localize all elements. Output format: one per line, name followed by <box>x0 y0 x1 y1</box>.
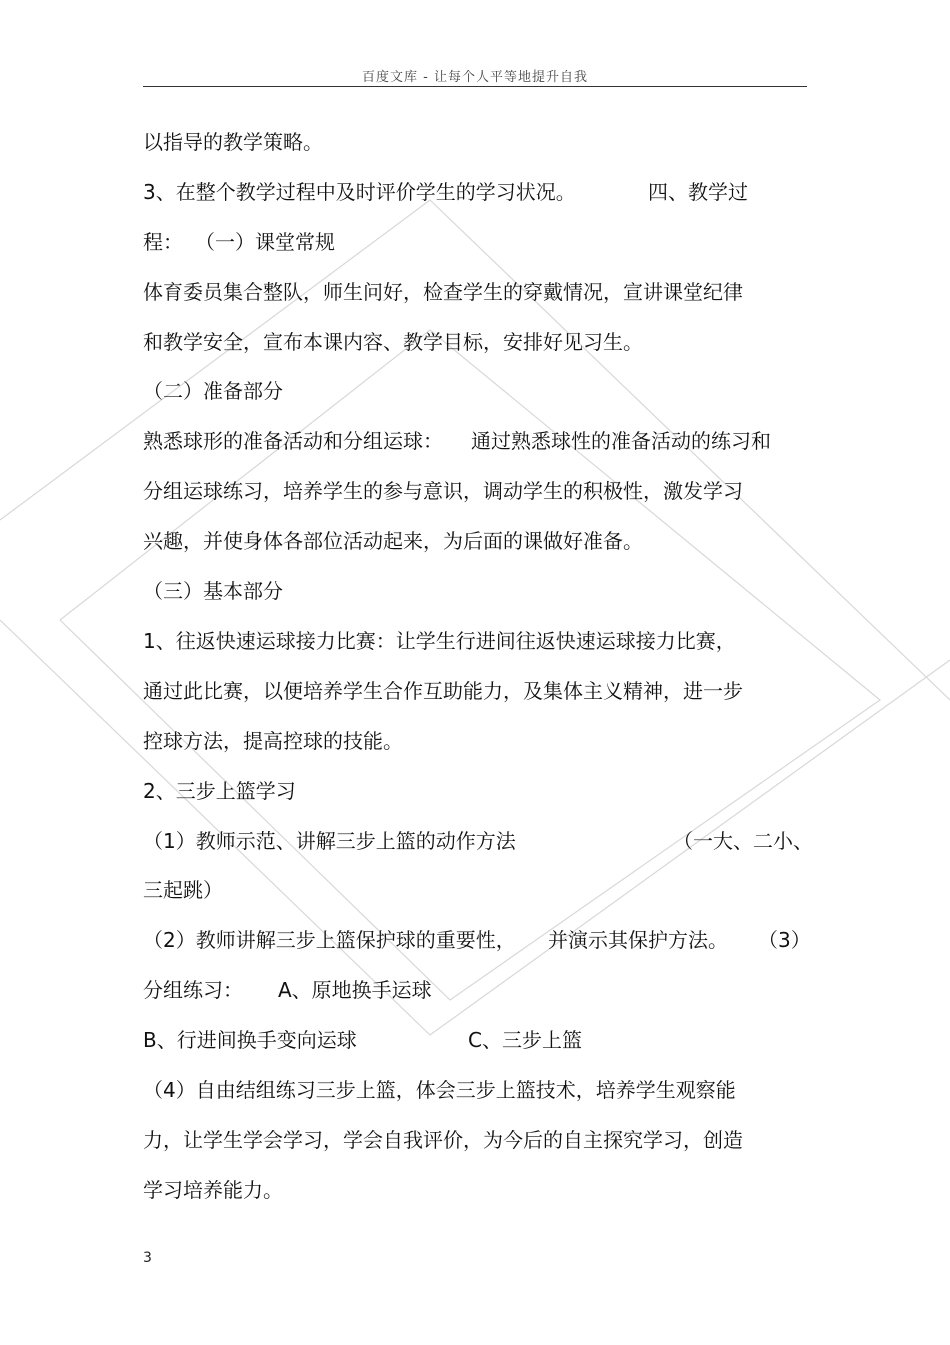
page-number: 3 <box>143 1250 152 1266</box>
header-title: 百度文库 - 让每个人平等地提升自我 <box>362 70 588 85</box>
header-divider <box>143 86 807 87</box>
